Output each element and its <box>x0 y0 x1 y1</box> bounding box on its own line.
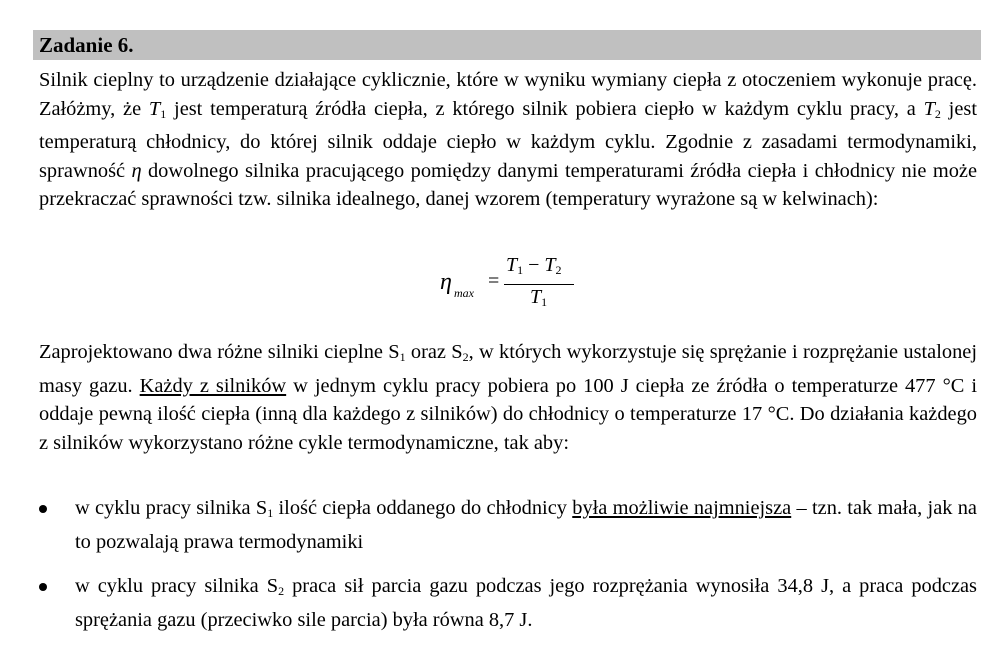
formula-denominator <box>530 286 547 310</box>
list-item <box>39 572 977 634</box>
formula-eta: η <box>440 269 452 295</box>
num-t2: T <box>544 254 556 276</box>
bullet-2-text-2: praca sił parcia gazu podczas jego rozprężania wynosiła 34,8 J, a praca podczas sprężania gazu (przeciwko sile parcia) była równa 8,7 J. <box>75 575 977 631</box>
symbol-t2: T <box>923 97 935 120</box>
setup-text-1: Zaprojektowano dwa różne silniki cieplne S <box>39 341 400 363</box>
bullet-2-sub: 2 <box>278 584 285 598</box>
bullet-1-text-3: – tzn. tak mała, jak na to pozwalają prawa termodynamiki <box>75 497 977 553</box>
formula-equals: = <box>488 270 500 292</box>
setup-text-2: oraz S <box>405 341 463 363</box>
num-minus: − <box>523 254 545 276</box>
task-title: Zadanie 6. <box>39 33 134 57</box>
intro-text-1: Silnik cieplny to urządzenie działające cyklicznie, które w wyniku wymiany ciepła z otoczeniem wykonuje pracę. Załóżmy, że <box>39 69 977 120</box>
setup-paragraph <box>39 338 977 457</box>
bullet-1-text-1: w cyklu pracy silnika S <box>75 497 268 519</box>
setup-s2-sub: 2 <box>462 350 469 364</box>
setup-text-3: , w których wykorzystuje się sprężanie i rozprężanie ustalonej masy gazu. <box>39 341 977 397</box>
intro-text-3: jest temperaturą chłodnicy, do której silnik oddaje ciepło w każdym cyklu. Zgodnie z zasadami termodynamiki, sprawność <box>39 97 977 182</box>
conditions-list <box>39 494 977 634</box>
bullet-2-text-1: w cyklu pracy silnika S <box>75 575 279 597</box>
den-t1: T <box>530 286 542 308</box>
bullet-1-sub: 1 <box>267 506 274 520</box>
bullet-icon <box>39 505 47 513</box>
intro-paragraph <box>39 66 977 214</box>
bullet-1-underlined: była możliwie najmniejsza <box>572 497 792 519</box>
symbol-t1-sub: 1 <box>160 106 167 121</box>
num-t1: T <box>506 254 518 276</box>
symbol-t1: T <box>148 97 161 120</box>
intro-text-2: jest temperaturą źródła ciepła, z którego silnik pobiera ciepło w każdym cyklu pracy, a <box>166 97 924 120</box>
list-item <box>39 494 977 556</box>
num-t2-sub: 2 <box>555 263 562 277</box>
setup-s1-sub: 1 <box>399 350 406 364</box>
den-t1-sub: 1 <box>541 295 548 309</box>
intro-text-4: dowolnego silnika pracującego pomiędzy danymi temperaturami źródła ciepła i chłodnicy nie może przekraczać sprawności tzw. silnika idealnego, danej wzorem (temperatury wyrażone są w kelwinach): <box>39 159 977 210</box>
symbol-t2-sub: 2 <box>934 106 941 121</box>
task-header <box>33 30 981 60</box>
num-t1-sub: 1 <box>517 263 524 277</box>
formula-eta-sub: max <box>454 286 474 300</box>
setup-underlined: Każdy z silników <box>139 374 287 397</box>
efficiency-formula <box>440 254 640 324</box>
bullet-icon <box>39 583 47 591</box>
setup-text-4: w jednym cyklu pracy pobiera po 100 J ciepła ze źródła o temperaturze 477 °C i oddaje pewną ilość ciepła (inną dla każdego z silników) do chłodnicy o temperaturze 17 °C. Do działania każdego z silników wykorzystano różne cykle termodynamiczne, tak aby: <box>39 374 977 454</box>
formula-numerator <box>506 254 562 278</box>
bullet-1-text-2: ilość ciepła oddanego do chłodnicy <box>273 497 573 519</box>
symbol-eta: η <box>131 159 142 182</box>
fraction-bar <box>504 284 574 285</box>
